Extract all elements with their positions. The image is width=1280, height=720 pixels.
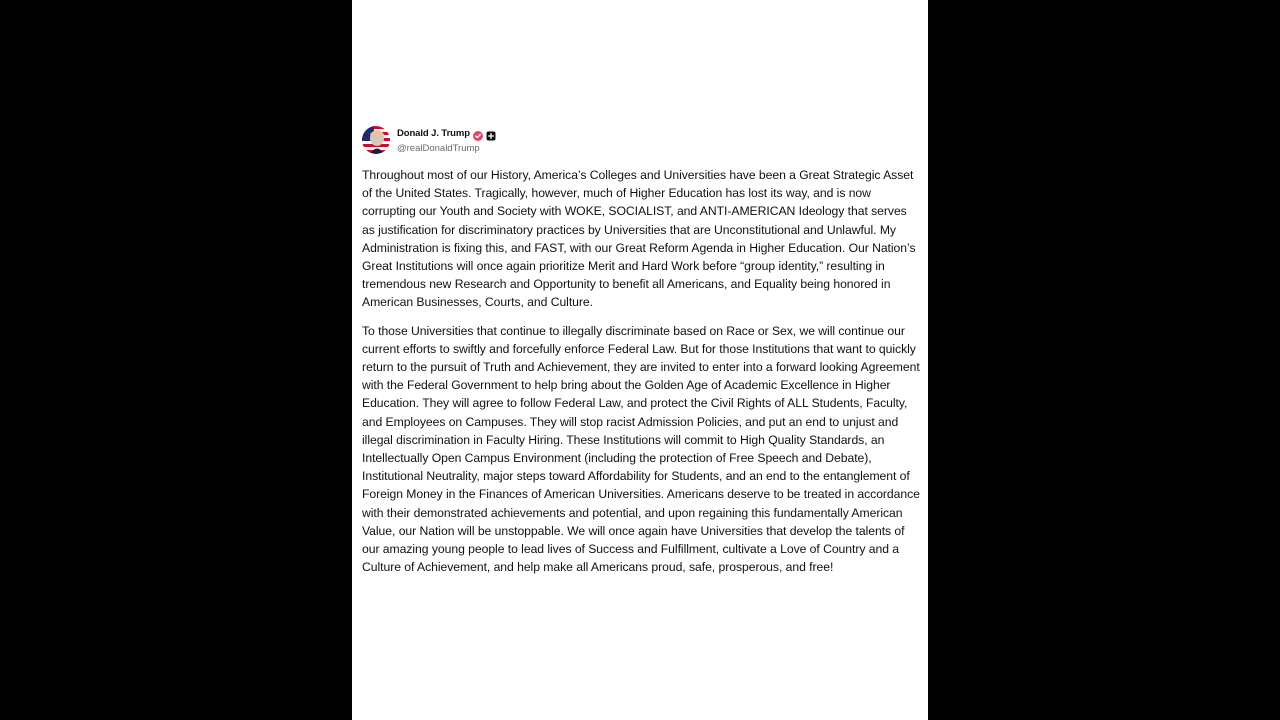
- avatar-flag-portrait-icon: [362, 126, 390, 154]
- post-card: [352, 0, 928, 720]
- post-header: [362, 124, 920, 156]
- verified-badge-icon: [473, 128, 483, 138]
- author-identity: [397, 126, 496, 155]
- author-name-row: [397, 126, 496, 141]
- author-display-name[interactable]: Donald J. Trump: [397, 127, 470, 139]
- plus-icon[interactable]: [486, 128, 496, 138]
- avatar[interactable]: [362, 126, 390, 154]
- post-body: [362, 166, 920, 576]
- post-paragraph: Throughout most of our History, America’s Colleges and Universities have been a Great Strategic Asset of the United States. Tragically, however, much of Higher Education has lost its way, and is now corrupting our Youth and Society with WOKE, SOCIALIST, and ANTI-AMERICAN Ideology that serves as justification for discriminatory practices by Universities that are Unconstitutional and Unlawful. My Administration is fixing this, and FAST, with our Great Reform Agenda in Higher Education. Our Nation’s Great Institutions will once again prioritize Merit and Hard Work before “group identity,” resulting in tremendous new Research and Opportunity to benefit all Americans, and Equality being honored in American Businesses, Courts, and Culture.: [362, 168, 916, 310]
- author-handle[interactable]: @realDonaldTrump: [397, 142, 480, 154]
- post: [362, 124, 920, 586]
- post-paragraph: To those Universities that continue to illegally discriminate based on Race or Sex, we will continue our current efforts to swiftly and forcefully enforce Federal Law. But for those Institutions that want to quickly return to the pursuit of Truth and Achievement, they are invited to enter into a forward looking Agreement with the Federal Government to help bring about the Golden Age of Academic Excellence in Higher Education. They will agree to follow Federal Law, and protect the Civil Rights of ALL Students, Faculty, and Employees on Campuses. They will stop racist Admission Policies, and put an end to unjust and illegal discrimination in Faculty Hiring. These Institutions will commit to High Quality Standards, an Intellectually Open Campus Environment (including the protection of Free Speech and Debate), Institutional Neutrality, major steps toward Affordability for Students, and an end to the entanglement of Foreign Money in the Finances of American Universities. Americans deserve to be treated in accordance with their demonstrated achievements and potential, and upon regaining this fundamentally American Value, our Nation will be unstoppable. We will once again have Universities that develop the talents of our amazing young people to lead lives of Success and Fulfillment, cultivate a Love of Country and a Culture of Achievement, and help make all Americans proud, safe, prosperous, and free!: [362, 323, 920, 575]
